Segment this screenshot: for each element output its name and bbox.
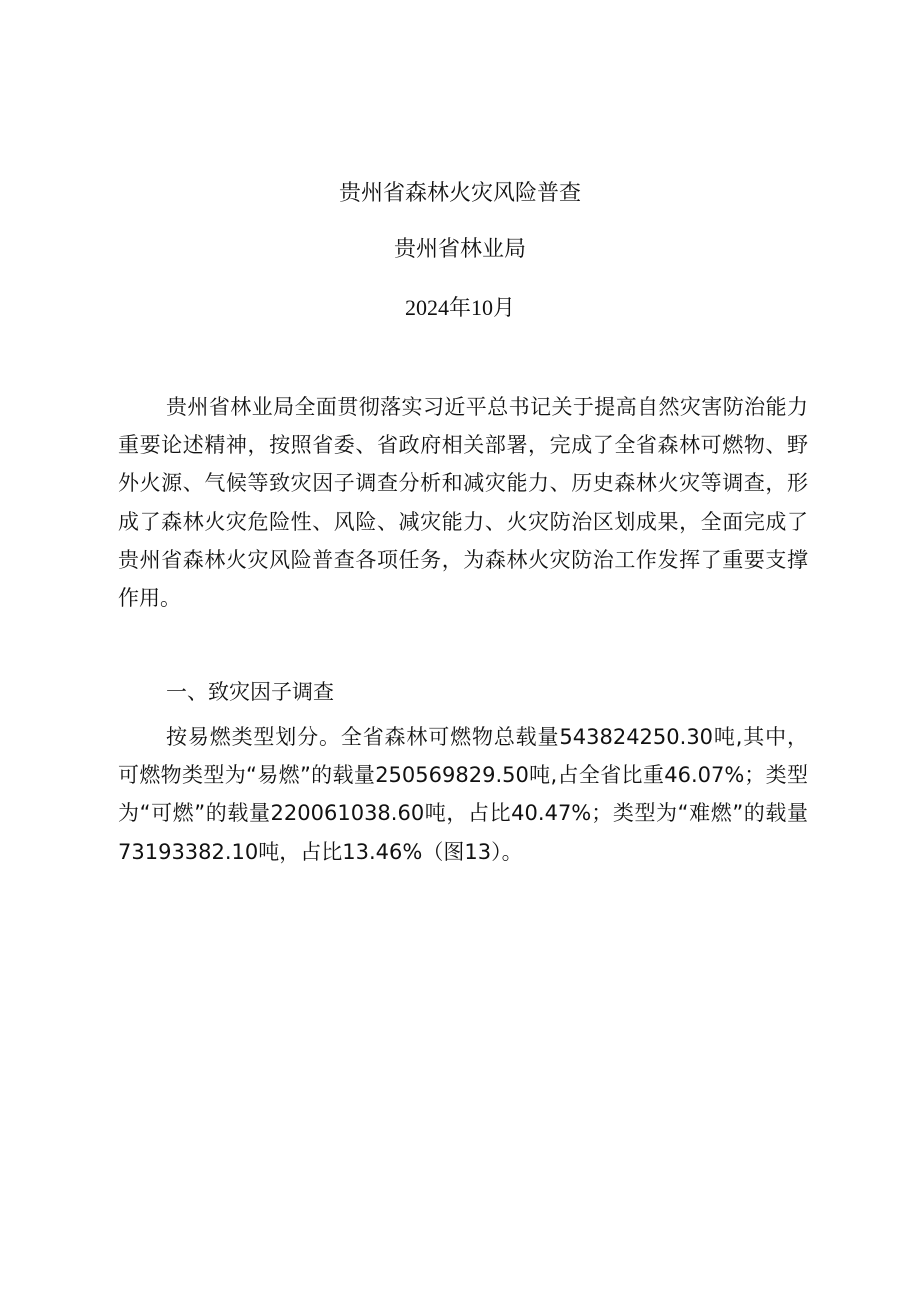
section-body: [118, 718, 808, 871]
intro-section: [118, 388, 808, 617]
section-heading: 一、致灾因子调查: [166, 680, 334, 704]
issuing-organization: 贵州省林业局: [393, 237, 526, 262]
intro-paragraph: 贵州省林业局全面贯彻落实习近平总书记关于提高自然灾害防治能力重要论述精神，按照省委、省政府相关部署，完成了全省森林可燃物、野外火源、气候等致灾因子调查分析和减灾能力、历史森林火灾等调查，形成了森林火灾危险性、风险、减灾能力、火灾防治区划成果，全面完成了贵州省森林火灾风险普查各项任务，为森林火灾防治工作发挥了重要支撑作用。: [118, 395, 808, 611]
section-paragraph: 按易燃类型划分。全省森林可燃物总载量543824250.30吨,其中，可燃物类型为“易燃”的载量250569829.50吨,占全省比重46.07%；类型为“可燃”的载量220061038.60吨，占比40.47%；类型为“难燃”的载量73193382.10吨，占比13.46%（图13）。: [118, 725, 808, 864]
document-date: 2024年10月: [404, 295, 515, 320]
document-title: 贵州省森林火灾风险普查: [338, 181, 581, 206]
